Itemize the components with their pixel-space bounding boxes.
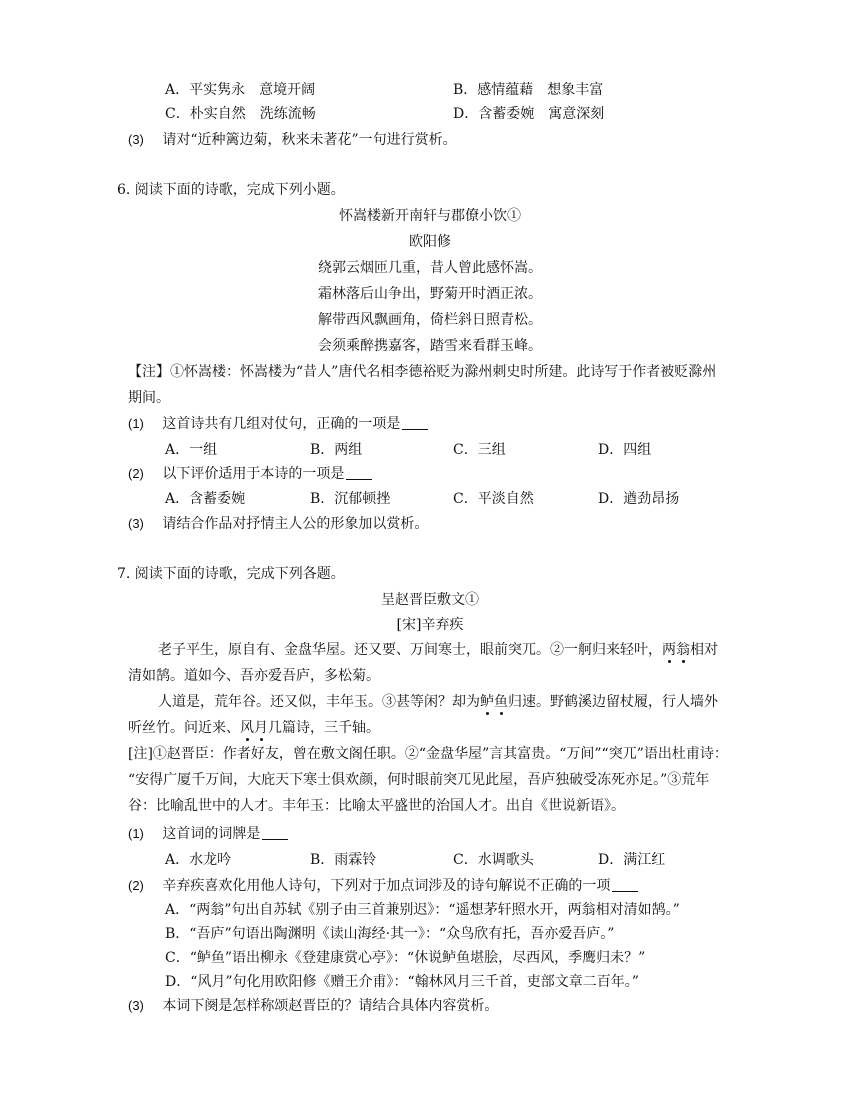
- ci-text: 归速。野鹤溪边留杖履，行人墙外: [508, 694, 718, 710]
- q7-subquestion-2: [128, 876, 638, 896]
- q5-option-c: C．朴实自然 洗练流畅: [165, 106, 316, 122]
- q6-subquestion-3: [128, 514, 428, 534]
- emphasis-dot-char: 鱼: [494, 694, 508, 710]
- q5-option-a: A．平实隽永 意境开阔: [165, 82, 316, 98]
- q7-sub2-option-c: C．“鲈鱼”语出柳永《登建康赏心亭》：“休说鲈鱼堪脍，尽西风，季鹰归未？”: [165, 950, 646, 966]
- q7-sub2-option-a: A．“两翁”句出自苏轼《别子由三首兼别迟》：“遥想茅轩照水开，两翁相对清如鹄。”: [165, 902, 680, 918]
- q6-subquestion-2: [128, 464, 372, 484]
- q5-sub3-number: (3): [128, 132, 144, 147]
- q6-subquestion-1: [128, 414, 428, 434]
- q6-note-line-2: 期间。: [128, 390, 170, 406]
- emphasis-dot-char: 鲈: [480, 694, 494, 710]
- emphasis-dot-char: 月: [254, 720, 268, 736]
- q7-poem-author: [宋]辛弃疾: [396, 617, 464, 633]
- q6-sub2-number: (2): [128, 466, 144, 481]
- q7-ci-paragraph-1-line-1: [158, 640, 718, 660]
- q7-poem-title: 呈赵晋臣敷文①: [381, 592, 479, 608]
- q7-subquestion-1: [128, 824, 288, 844]
- q7-ci-paragraph-1-line-2: 清如鹄。道如今、吾亦爱吾庐，多松菊。: [128, 668, 380, 684]
- q7-sub2-number: (2): [128, 878, 144, 893]
- q7-sub1-option-c: C．水调歌头: [453, 852, 534, 868]
- answer-blank[interactable]: [402, 415, 428, 430]
- q7-sub2-text: 辛弃疾喜欢化用他人诗句，下列对于加点词涉及的诗句解说不正确的一项: [162, 878, 611, 894]
- q7-sub1-option-a: A．水龙吟: [165, 852, 232, 868]
- emphasis-dot-char: 风: [240, 720, 254, 736]
- answer-blank[interactable]: [346, 465, 372, 480]
- q6-sub2-text: 以下评价适用于本诗的一项是: [162, 466, 345, 482]
- q6-poem-title: 怀嵩楼新开南轩与郡僚小饮①: [339, 208, 521, 224]
- q7-sub1-text: 这首词的词牌是: [162, 826, 261, 842]
- q7-sub2-option-b: B．“吾庐”句语出陶渊明《读山海经·其一》：“众鸟欣有托，吾亦爱吾庐。”: [165, 926, 615, 942]
- q6-sub1-option-b: B．两组: [310, 442, 363, 458]
- q6-sub2-option-a: A．含蓄委婉: [165, 491, 246, 507]
- q5-sub3-text: 请对“近种篱边菊，秋来未著花”一句进行赏析。: [162, 132, 457, 148]
- ci-text: 相对: [690, 642, 718, 658]
- emphasis-dot-char: 翁: [676, 642, 690, 658]
- emphasis-dot-char: 两: [662, 642, 676, 658]
- ci-text: 听丝竹。问近来、: [128, 720, 240, 736]
- ci-text: 几篇诗，三千轴。: [268, 720, 380, 736]
- q6-poem-line-3: 解带西风飘画角，倚栏斜日照青松。: [318, 312, 542, 328]
- ci-text: 老子平生，原自有、金盘华屋。还又要、万间寒士，眼前突兀。②一舸归来轻叶，: [158, 642, 662, 658]
- q6-poem-line-4: 会须乘醉携嘉客，踏雪来看群玉峰。: [318, 338, 542, 354]
- q6-poem-line-1: 绕郭云烟匝几重，昔人曾此感怀嵩。: [318, 260, 542, 276]
- q6-sub1-option-d: D．四组: [598, 442, 652, 458]
- q6-sub1-number: (1): [128, 416, 144, 431]
- q7-ci-paragraph-2-line-2: [128, 718, 380, 738]
- q6-poem-author: 欧阳修: [409, 234, 451, 250]
- q7-note-line-3: 谷：比喻乱世中的人才。丰年玉：比喻太平盛世的治国人才。出自《世说新语》。: [128, 798, 625, 814]
- q5-option-b: B．感情蕴藉 想象丰富: [453, 82, 604, 98]
- q5-option-d: D．含蓄委婉 寓意深刻: [453, 106, 605, 122]
- q7-header: 7. 阅读下面的诗歌，完成下列各题。: [117, 566, 345, 582]
- answer-blank[interactable]: [262, 825, 288, 840]
- q7-sub3-number: (3): [128, 998, 144, 1013]
- q7-note-line-1: [注]①赵晋臣：作者好友，曾在敷文阁任职。②“金盘华屋”言其富贵。“万间”“突兀”语出杜甫诗：: [128, 746, 728, 762]
- q6-sub3-number: (3): [128, 516, 144, 531]
- q6-header: 6. 阅读下面的诗歌，完成下列小题。: [117, 182, 345, 198]
- q7-subquestion-3: [128, 996, 498, 1016]
- q6-sub2-option-d: D．遒劲昂扬: [598, 491, 680, 507]
- q6-note-line-1: 【注】①怀嵩楼：怀嵩楼为“昔人”唐代名相李德裕贬为滁州刺史时所建。此诗写于作者被贬滁州: [128, 364, 717, 380]
- q7-note-line-2: “安得广厦千万间，大庇天下寒士俱欢颜，何时眼前突兀见此屋，吾庐独破受冻死亦足。”③荒年: [128, 772, 710, 788]
- answer-blank[interactable]: [612, 877, 638, 892]
- q7-sub1-option-b: B．雨霖铃: [310, 852, 377, 868]
- q7-sub3-text: 本词下阕是怎样称颂赵晋臣的？请结合具体内容赏析。: [162, 998, 499, 1014]
- q6-sub3-text: 请结合作品对抒情主人公的形象加以赏析。: [162, 516, 429, 532]
- q5-subquestion-3: [128, 130, 457, 150]
- q7-sub1-option-d: D．满江红: [598, 852, 666, 868]
- q7-sub2-option-d: D．“风月”句化用欧阳修《赠王介甫》：“翰林风月三千首，吏部文章二百年。”: [165, 974, 639, 990]
- q6-sub2-option-c: C．平淡自然: [453, 491, 534, 507]
- q6-sub1-option-a: A．一组: [165, 442, 218, 458]
- q7-ci-paragraph-2-line-1: [158, 692, 718, 712]
- q6-poem-line-2: 霜林落后山争出，野菊开时酒正浓。: [318, 286, 542, 302]
- q6-sub1-text: 这首诗共有几组对仗句，正确的一项是: [162, 416, 401, 432]
- q6-sub1-option-c: C．三组: [453, 442, 506, 458]
- q6-sub2-option-b: B．沉郁顿挫: [310, 491, 391, 507]
- ci-text: 人道是，荒年谷。还又似，丰年玉。③甚等闲？却为: [158, 694, 480, 710]
- q7-sub1-number: (1): [128, 826, 144, 841]
